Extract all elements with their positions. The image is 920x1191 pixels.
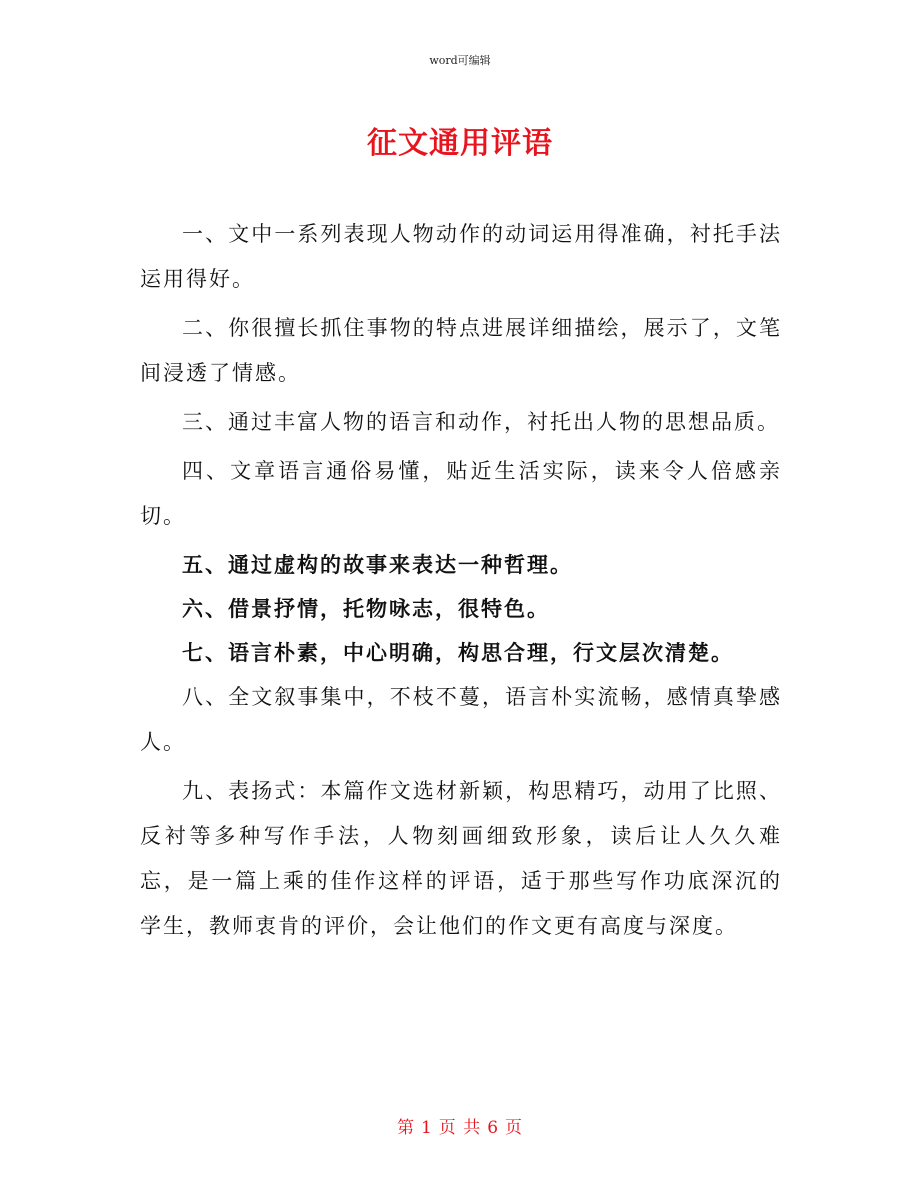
page-footer xyxy=(0,1113,920,1138)
comment-paragraph-2: 二、你很擅长抓住事物的特点进展详细描绘，展示了，文笔间浸透了情感。 xyxy=(140,316,782,385)
footer-middle: 页 共 xyxy=(438,1118,482,1138)
comment-paragraph-9: 九、表扬式：本篇作文选材新颖，构思精巧，动用了比照、反衬等多种写作手法，人物刻画细致形象，读后让人久久难忘，是一篇上乘的佳作这样的评语，适于那些写作功底深沉的学生，教师衷肯的评价，会让他们的作文更有高度与深度。 xyxy=(140,779,782,938)
footer-suffix: 页 xyxy=(505,1118,524,1138)
document-body xyxy=(140,212,782,953)
comment-paragraph-3: 三、通过丰富人物的语言和动作，衬托出人物的思想品质。 xyxy=(182,410,780,434)
comment-paragraph-5: 五、通过虚构的故事来表达一种哲理。 xyxy=(182,552,573,577)
comment-paragraph-8: 八、全文叙事集中，不枝不蔓，语言朴实流畅，感情真挚感人。 xyxy=(140,685,782,754)
comment-paragraph-4: 四、文章语言通俗易懂，贴近生活实际，读来令人倍感亲切。 xyxy=(140,459,782,528)
footer-total-pages: 6 xyxy=(487,1118,500,1138)
comment-paragraph-7: 七、语言朴素，中心明确，构思合理，行文层次清楚。 xyxy=(182,640,734,665)
comment-paragraph-1: 一、文中一系列表现人物动作的动词运用得准确，衬托手法运用得好。 xyxy=(140,222,782,291)
footer-prefix: 第 xyxy=(396,1118,415,1138)
comment-paragraph-6: 六、借景抒情，托物咏志，很特色。 xyxy=(182,596,550,621)
page-header: word可编辑 xyxy=(429,54,491,67)
footer-current-page: 1 xyxy=(420,1118,433,1138)
document-title: 征文通用评语 xyxy=(367,126,553,161)
